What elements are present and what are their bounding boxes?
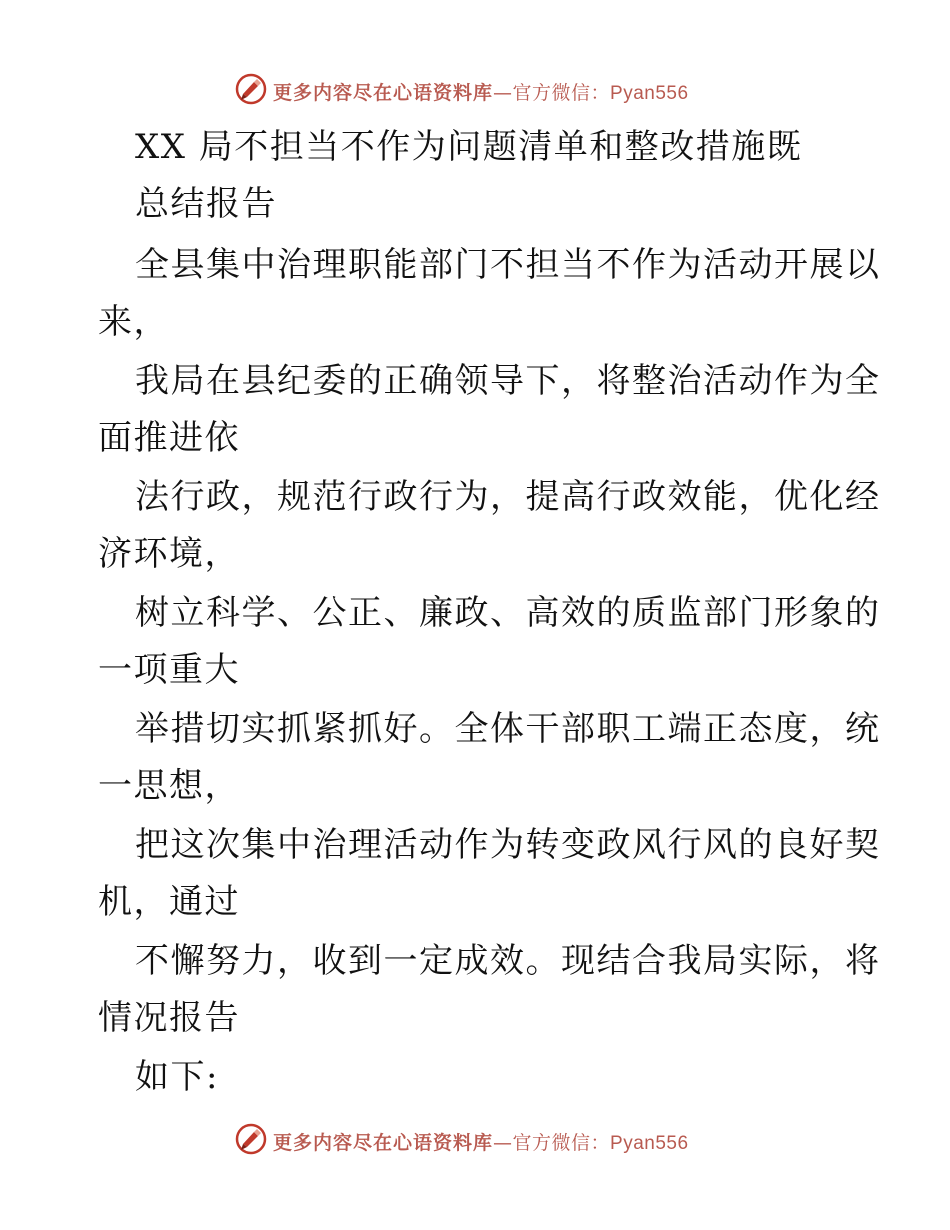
watermark-id: Pyan556 — [610, 1133, 689, 1154]
pen-logo-icon — [234, 1122, 268, 1156]
paragraph-line: 面推进依 — [98, 418, 240, 458]
paragraph-line: 一思想， — [98, 766, 240, 806]
paragraph-line: 我局在县纪委的正确领导下，将整治活动作为全 — [135, 361, 881, 401]
paragraph-line: 法行政，规范行政行为，提高行政效能，优化经 — [135, 477, 881, 517]
paragraph-line: 把这次集中治理活动作为转变政风行风的良好契 — [135, 825, 881, 865]
paragraph-line: 如下: — [135, 1057, 219, 1097]
watermark-label: 官方微信： — [512, 82, 611, 104]
watermark-main: 更多内容尽在心语资料库 — [273, 82, 494, 104]
paragraph-line: 不懈努力，收到一定成效。现结合我局实际，将 — [135, 941, 881, 981]
paragraph-line: 情况报告 — [98, 998, 240, 1038]
document-title-line-1: XX 局不担当不作为问题清单和整改措施既 — [135, 127, 803, 167]
paragraph-line: 机，通过 — [98, 882, 240, 922]
paragraph-line: 举措切实抓紧抓好。全体干部职工端正态度，统 — [135, 709, 881, 749]
paragraph-line: 济环境， — [98, 534, 240, 574]
paragraph-line: 一项重大 — [98, 650, 240, 690]
paragraph-line: 全县集中治理职能部门不担当不作为活动开展以 — [135, 245, 881, 285]
paragraph-line: 树立科学、公正、廉政、高效的质监部门形象的 — [135, 593, 881, 633]
watermark-dash: — — [493, 1132, 513, 1154]
watermark-main: 更多内容尽在心语资料库 — [273, 1132, 494, 1154]
document-title-line-2: 总结报告 — [135, 184, 277, 224]
watermark-footer — [0, 1120, 950, 1160]
paragraph-line: 来， — [98, 302, 169, 342]
watermark-text — [273, 1128, 689, 1155]
watermark-id: Pyan556 — [610, 83, 689, 104]
watermark-label: 官方微信： — [512, 1132, 611, 1154]
watermark-dash: — — [493, 82, 513, 104]
